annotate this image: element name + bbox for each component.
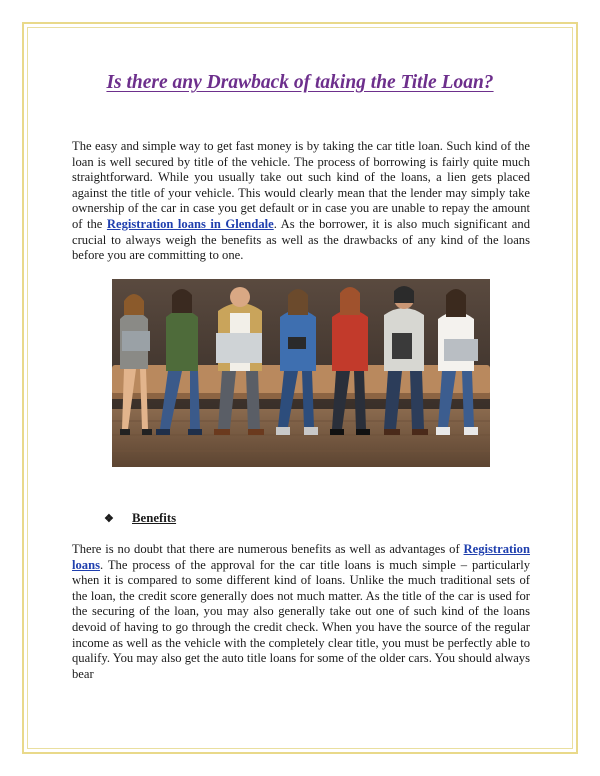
intro-text-end: . As the borrower, it is also much significant and crucial to always weigh the benefits as well as the drawbacks of any kind of the loans before you are committing to one. <box>72 216 530 263</box>
benefits-text-end: . The process of the approval for the car title loans is much simple – particularly when it is compared to some different kind of loans. Unlike the much traditional sets of the loan, the credit score generally does not much matter. As the title of the car is used for the securing of the loan, you may also generally take out one of such kind of the loans devoid of having to go through the credit check. When you have the source of the regular income as well as the vehicle with the completely clear title, you must be perfectly able to qualify. You may also get the auto title loans for some of the older cars. You should always bear <box>72 557 530 681</box>
benefits-heading <box>104 511 176 526</box>
diamond-bullet-icon: ❖ <box>104 513 114 525</box>
registration-loans-link[interactable]: Registration loans <box>72 542 530 572</box>
registration-loans-glendale-link[interactable]: Registration loans in Glendale <box>106 216 274 231</box>
people-on-bench-image <box>112 279 490 467</box>
intro-paragraph <box>72 139 530 264</box>
intro-text-start: The easy and simple way to get fast money is by taking the car title loan. Such kind of the loan is well secured by title of the vehicle. The process of borrowing is fairly quite much straightforward. While you usually take out such kind of the loans, a lien gets placed against the title of your vehicle. This would clearly mean that the lender may simply take ownership of the car in case you get default or in case you are unable to repay the amount of the <box>72 139 530 231</box>
benefits-heading-label: Benefits <box>132 511 177 525</box>
benefits-paragraph <box>72 542 530 682</box>
page-title: Is there any Drawback of taking the Title Loan? <box>106 72 494 93</box>
benefits-text-start: There is no doubt that there are numerous benefits as well as advantages of <box>72 542 464 556</box>
group-photo <box>112 279 490 467</box>
